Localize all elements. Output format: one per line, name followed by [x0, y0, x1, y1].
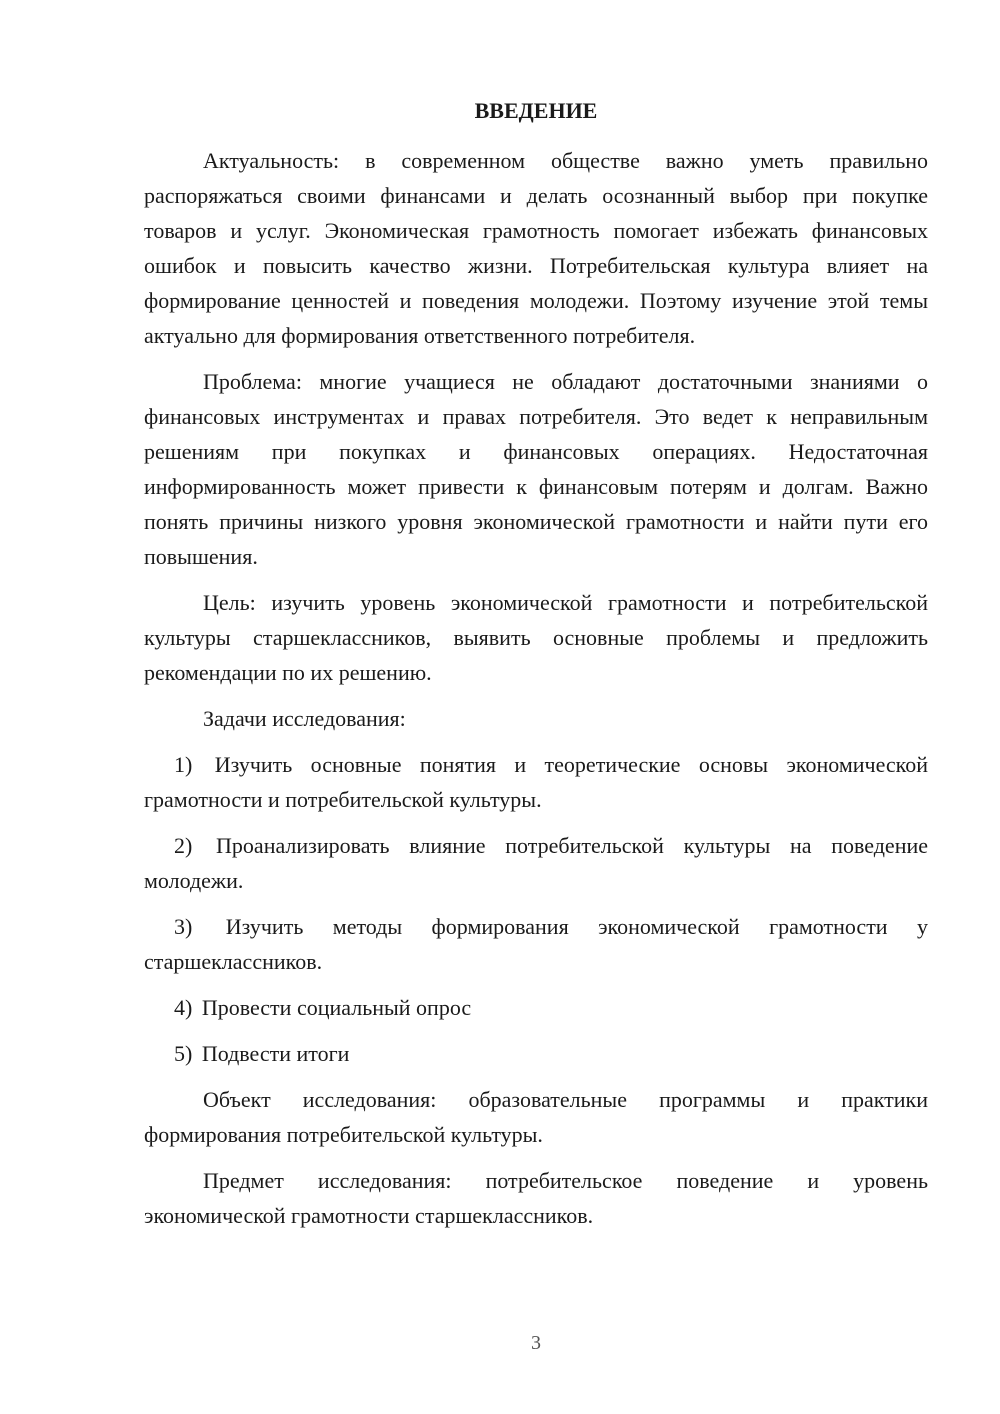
- task-text: Изучить основные понятия и теоретические основы экономической грамотности и потребительской культуры.: [144, 752, 928, 812]
- paragraph-problem: Проблема: многие учащиеся не обладают достаточными знаниями о финансовых инструментах и правах потребителя. Это ведет к неправильным решениям при покупках и финансовых операциях. Недостаточная информированность может привести к финансовым потерям и долгам. Важно понять причины низкого уровня экономической грамотности и найти пути его повышения.: [144, 369, 928, 569]
- page-title: ВВЕДЕНИЕ: [474, 98, 598, 123]
- task-number: 3): [174, 914, 193, 939]
- task-text: Изучить методы формирования экономической грамотности у старшеклассников.: [144, 914, 929, 974]
- paragraph-goal: Цель: изучить уровень экономической грамотности и потребительской культуры старшеклассников, выявить основные проблемы и предложить рекомендации по их решению.: [144, 590, 928, 685]
- task-text: Провести социальный опрос: [201, 995, 472, 1020]
- task-number: 4): [174, 995, 193, 1020]
- task-item-1: [144, 747, 928, 817]
- task-number: 2): [174, 833, 193, 858]
- task-item-2: [144, 828, 928, 898]
- paragraph-actuality: Актуальность: в современном обществе важно уметь правильно распоряжаться своими финансами и делать осознанный выбор при покупке товаров и услуг. Экономическая грамотность помогает избежать финансовых ошибок и повысить качество жизни. Потребительская культура влияет на формирование ценностей и поведения молодежи. Поэтому изучение этой темы актуально для формирования ответственного потребителя.: [144, 148, 928, 348]
- task-text: Проанализировать влияние потребительской культуры на поведение молодежи.: [144, 833, 929, 893]
- tasks-heading: Задачи исследования:: [203, 706, 406, 731]
- task-item-3: [144, 909, 928, 979]
- page-number: 3: [531, 1332, 541, 1354]
- task-item-4: [144, 990, 928, 1025]
- task-number: 1): [174, 752, 193, 777]
- task-number: 5): [174, 1041, 193, 1066]
- task-item-5: [144, 1036, 928, 1071]
- paragraph-object: Объект исследования: образовательные программы и практики формирования потребительской культуры.: [144, 1087, 928, 1147]
- task-text: Подвести итоги: [201, 1041, 350, 1066]
- paragraph-subject: Предмет исследования: потребительское поведение и уровень экономической грамотности старшеклассников.: [144, 1168, 928, 1228]
- document-body: [144, 143, 928, 1244]
